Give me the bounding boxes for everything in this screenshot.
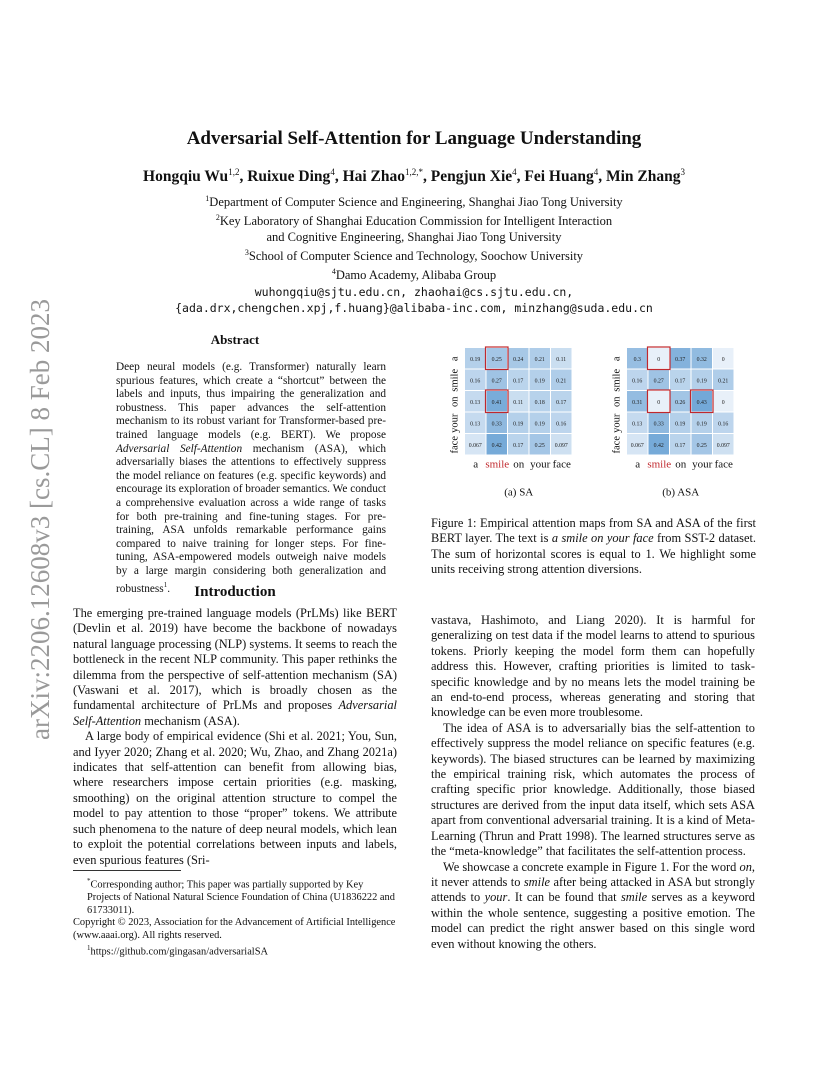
cell-value: 0.13 (470, 421, 481, 428)
email-line: {ada.drx,chengchen.xpj,f.huang}@alibaba-inc.com, minzhang@suda.edu.cn (175, 300, 653, 315)
cell-value: 0.19 (470, 356, 481, 363)
cell-value: 0.21 (534, 356, 545, 363)
cell-value: 0 (721, 356, 725, 363)
cell-value: 0.17 (513, 378, 524, 385)
x-tick-label: a (635, 458, 641, 471)
y-tick-label: face (449, 436, 461, 454)
author-list: Hongqiu Wu$^{1,2}$, Ruixue Ding$^4$, Hai Zhao$^{1,2,*}$, Pengjun Xie$^4$, Fei Huang$^4$, Min Zhang$^3$ (143, 167, 685, 186)
cell-value: 0.3 (633, 356, 641, 363)
cell-value: 0.33 (491, 421, 502, 428)
cell-value: 0 (721, 399, 725, 406)
author-affil-marker: 1,2,* (405, 167, 424, 177)
cell-value: 0 (657, 399, 661, 406)
cell-value: 0.097 (716, 442, 730, 449)
email-line: wuhongqiu@sjtu.edu.cn, zhaohai@cs.sjtu.edu.cn, (254, 284, 574, 299)
x-tick-label: on (675, 458, 687, 471)
paragraph: The emerging pre-trained language models (PrLMs) like BERT (Devlin et al. 2019) have become the backbone of nowadays natural language processing (NLP) systems. It seems to reach the bottleneck in the recent NLP community. This paper rethinks the dilemma from the perspective of self-attention mechanism (SA) (Vaswani et al. 2017), which is broadly chosen as the fundamental architecture of PrLMs and proposes Adversarial Self-Attention mechanism (ASA). (73, 606, 397, 728)
author-affil-marker: 4 (593, 167, 599, 177)
cell-value: 0.37 (675, 356, 686, 363)
cell-value: 0.17 (675, 378, 686, 385)
cell-value: 0.25 (491, 356, 502, 363)
cell-value: 0.21 (556, 378, 567, 385)
cell-value: 0.11 (513, 399, 524, 406)
cell-value: 0.067 (630, 442, 644, 449)
cell-value: 0.13 (470, 399, 481, 406)
cell-value: 0.097 (554, 442, 568, 449)
cell-value: 0.41 (491, 399, 502, 406)
x-tick-label: face (552, 458, 571, 471)
author-name: Hai Zhao (342, 168, 406, 186)
x-tick-label: on (513, 458, 525, 471)
cell-value: 0.25 (534, 442, 545, 449)
x-tick-label: a (473, 458, 479, 471)
y-tick-label: a (449, 356, 461, 362)
heatmap-sa (449, 347, 571, 499)
cell-value: 0.24 (513, 356, 524, 363)
author-name: Ruixue Ding (247, 168, 331, 186)
cell-value: 0.17 (513, 442, 524, 449)
cell-value: 0.16 (718, 421, 729, 428)
x-tick-label: your (530, 458, 551, 471)
y-tick-label: on (611, 396, 623, 407)
y-tick-label: your (611, 413, 623, 433)
affiliation-line: $^3$School of Computer Science and Technology, Soochow University (244, 248, 584, 264)
y-tick-label: smile (611, 368, 623, 392)
cell-value: 0.17 (556, 399, 567, 406)
y-tick-label: face (611, 436, 623, 454)
figure-1-heatmaps (431, 340, 771, 505)
cell-value: 0.19 (696, 421, 707, 428)
author-name: Hongqiu Wu (143, 168, 229, 186)
footnote-divider (73, 870, 181, 871)
affiliation-line: $^1$Department of Computer Science and Engineering, Shanghai Jiao Tong University (205, 194, 623, 210)
cell-value: 0.19 (534, 378, 545, 385)
repo-link[interactable]: https://github.com/gingasan/adversarialSA (90, 946, 268, 958)
cell-value: 0.25 (696, 442, 707, 449)
cell-value: 0.19 (534, 421, 545, 428)
subfigure-label: (b) ASA (662, 486, 700, 499)
abstract-text: Deep neural models (e.g. Transformer) naturally learn spurious features, which create a “shortcut” between the labels and inputs, thus impairing the generalization and robustness. This paper advances the self-attention mechanism to its robust variant for Transformer-based pre-trained language models (e.g. BERT). We propose Adversarial Self-Attention mechanism (ASA), which adversarially biases the attentions to effectively suppress the model reliance on features (e.g. specific keywords) and encourage its exploration of broader semantics. We conduct a comprehensive evaluation across a wide range of tasks for both pre-training and fine-tuning stages. For pre-training, ASA unfolds remarkable performance gains compared to naive training for longer steps. For fine-tuning, ASA-empowered models outweigh naive models by a large margin considering both generalization and robustness$^1$. (116, 361, 386, 595)
paper-title: Adversarial Self-Attention for Language Understanding (186, 128, 642, 149)
cell-value: 0.27 (491, 378, 502, 385)
cell-value: 0.19 (675, 421, 686, 428)
abstract-heading: Abstract (210, 332, 260, 347)
affiliations (0, 191, 828, 316)
cell-value: 0.19 (513, 421, 524, 428)
cell-value: 0.16 (556, 421, 567, 428)
heatmap-asa (611, 347, 733, 499)
subfigure-label: (a) SA (504, 486, 534, 499)
cell-value: 0.26 (675, 399, 686, 406)
paragraph: The idea of ASA is to adversarially bias the self-attention to effectively suppress the model reliance on specific features (e.g. keywords). The biased structures can be learned by maximizing the empirical training risk, which automates the process of crafting specific prior knowledge. Additionally, those biased structures are derived from the input data itself, which sets ASA apart from conventional adversarial training. It is a kind of Meta-Learning (Thrun and Pratt 1998). The learned structures serve as the “meta-knowledge” that facilitates the self-attention process. (431, 720, 755, 859)
author-affil-marker: 4 (512, 167, 517, 177)
paragraph: We showcase a concrete example in Figure 1. For the word on, it never attends to smile after being attacked in ASA but strongly attends to your. It can be found that smile serves as a keyword within the whole sentence, suggesting a positive emotion. The model can predict the right answer based on this single word even without knowing the others. (431, 859, 756, 951)
introduction-heading: Introduction (194, 584, 276, 600)
affiliation-line: $^2$Key Laboratory of Shanghai Education Commission for Intelligent Interaction (215, 213, 613, 229)
x-tick-label: smile (647, 458, 672, 471)
cell-value: 0.19 (696, 378, 707, 385)
cell-value: 0.16 (470, 378, 481, 385)
y-tick-label: on (449, 396, 461, 407)
author-name: Pengjun Xie (430, 168, 513, 186)
author-affil-marker: 1,2 (228, 167, 240, 177)
paragraph: A large body of empirical evidence (Shi et al. 2021; You, Sun, and Iyyer 2020; Zhang et al. 2020; Wu, Zhao, and Zhang 2021a) indicates that self-attention can benefit from allowing bias, where researchers impose certain priorities (e.g. masking, smoothing) on the original attention structure to compel the model to pay attention to those “proper” tokens. We attribute such phenomena to the nature of deep neural models, which lean to exploit the potential correlations between inputs and labels, even spurious features (Sri- (73, 729, 397, 867)
cell-value: 0.27 (653, 378, 664, 385)
x-tick-label: face (714, 458, 733, 471)
author-name: Fei Huang (524, 168, 594, 186)
cell-value: 0.16 (632, 378, 643, 385)
affiliation-line: $^4$Damo Academy, Alibaba Group (331, 267, 497, 283)
y-tick-label: your (449, 413, 461, 433)
author-name: Min Zhang (605, 168, 681, 186)
y-tick-label: a (611, 356, 623, 362)
figure-caption: Figure 1: Empirical attention maps from SA and ASA of the first BERT layer. The text is a smile on your face from SST-2 dataset. The sum of horizontal scores is equal to 1. We highlight some units receiving strong attention diversions. (431, 516, 756, 577)
cell-value: 0.42 (653, 442, 664, 449)
cell-value: 0.11 (556, 356, 567, 363)
arxiv-identifier: arXiv:2206.12608v3 [cs.CL] 8 Feb 2023 (25, 299, 55, 740)
cell-value: 0.18 (534, 399, 545, 406)
x-tick-label: your (692, 458, 713, 471)
cell-value: 0.43 (696, 399, 707, 406)
cell-value: 0 (657, 356, 661, 363)
cell-value: 0.33 (653, 421, 664, 428)
paragraph: vastava, Hashimoto, and Liang 2020). It is harmful for generalizing on test data if the model learns to attend to spurious tokens. Priorly keeping the model form them can hopefully address this. However, crafting priorities is limited to task-specific knowledge and by no means lets the model training be an end-to-end process, whereas generating and storing that knowledge can be even more troublesome. (431, 613, 755, 720)
cell-value: 0.17 (675, 442, 686, 449)
cell-value: 0.13 (632, 421, 643, 428)
cell-value: 0.42 (491, 442, 502, 449)
affiliation-line: and Cognitive Engineering, Shanghai Jiao Tong University (266, 230, 562, 245)
introduction-right-column (431, 613, 755, 952)
cell-value: 0.31 (632, 399, 643, 406)
introduction-left-column (73, 606, 397, 868)
cell-value: 0.21 (718, 378, 729, 385)
author-affil-marker: 3 (680, 167, 685, 177)
footnotes: *Corresponding author; This paper was partially supported by Key Projects of National Natural Science Foundation of China (U1836222 and 61733011). Copyright © 2023, Association for the Advancement of Artificial Intelligence (www.aaai.org). All rights reserved. $^1$https://github.com/gingasan/adversarialSA (73, 877, 396, 958)
y-tick-label: smile (449, 368, 461, 392)
cell-value: 0.067 (468, 442, 482, 449)
x-tick-label: smile (485, 458, 510, 471)
footnote-ref[interactable]: 1 (163, 580, 168, 589)
cell-value: 0.32 (696, 356, 707, 363)
author-affil-marker: 4 (330, 167, 335, 177)
